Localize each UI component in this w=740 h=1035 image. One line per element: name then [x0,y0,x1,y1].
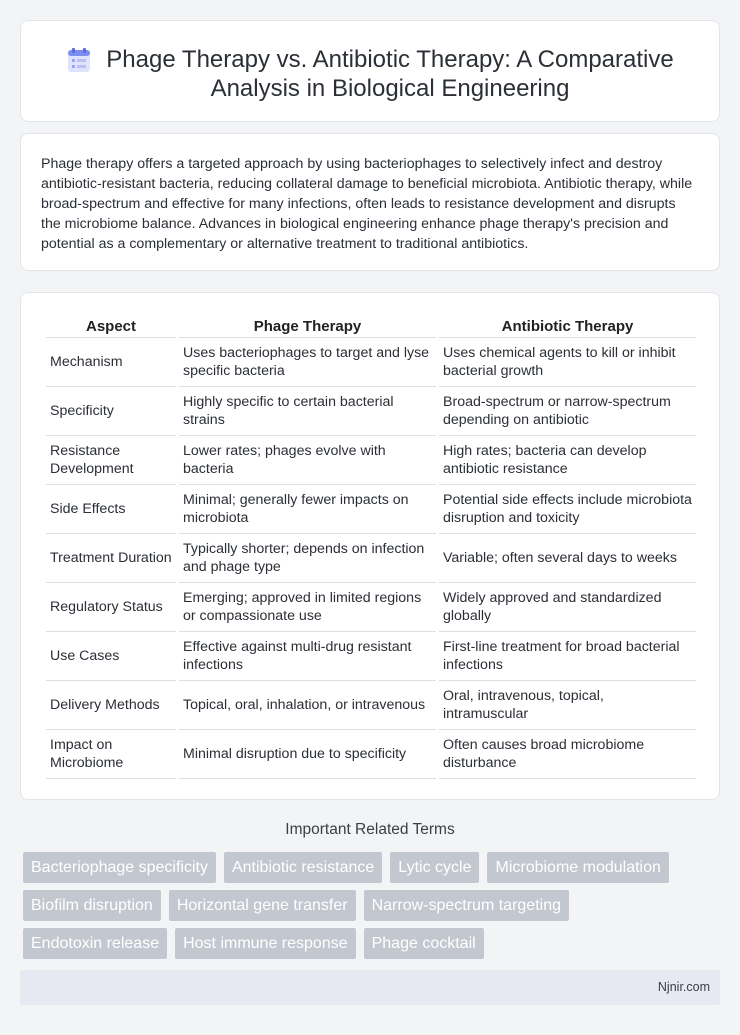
cell-aspect: Regulatory Status [46,583,176,632]
tag-microbiome-modulation[interactable]: Microbiome modulation [487,852,668,883]
tag-row [23,890,713,921]
table-header-row [46,315,696,338]
cell-antibiotic: High rates; bacteria can develop antibiotic resistance [439,436,696,485]
cell-phage: Topical, oral, inhalation, or intravenous [179,681,436,730]
tag-antibiotic-resistance[interactable]: Antibiotic resistance [224,852,382,883]
related-terms-list [23,852,713,966]
cell-antibiotic: First-line treatment for broad bacterial infections [439,632,696,681]
table-row [46,485,696,534]
cell-phage: Uses bacteriophages to target and lyse specific bacteria [179,338,436,387]
cell-phage: Highly specific to certain bacterial strains [179,387,436,436]
table-row [46,436,696,485]
tag-horizontal-gene-transfer[interactable]: Horizontal gene transfer [169,890,356,921]
cell-aspect: Delivery Methods [46,681,176,730]
cell-antibiotic: Uses chemical agents to kill or inhibit bacterial growth [439,338,696,387]
cell-phage: Typically shorter; depends on infection and phage type [179,534,436,583]
title-card [20,20,720,122]
table-row [46,730,696,779]
table-row [46,338,696,387]
cell-phage: Effective against multi-drug resistant infections [179,632,436,681]
tag-bacteriophage-specificity[interactable]: Bacteriophage specificity [23,852,216,883]
tag-phage-cocktail[interactable]: Phage cocktail [364,928,484,959]
cell-phage: Emerging; approved in limited regions or compassionate use [179,583,436,632]
cell-aspect: Treatment Duration [46,534,176,583]
cell-antibiotic: Widely approved and standardized globally [439,583,696,632]
comparison-table [43,315,699,779]
cell-antibiotic: Oral, intravenous, topical, intramuscular [439,681,696,730]
cell-aspect: Mechanism [46,338,176,387]
tag-row [23,928,713,959]
cell-aspect: Use Cases [46,632,176,681]
related-terms-heading: Important Related Terms [285,821,455,838]
footer-site-link[interactable]: Njnir.com [657,980,710,994]
header-antibiotic-therapy: Antibiotic Therapy [439,315,696,338]
page-title: Phage Therapy vs. Antibiotic Therapy: A Comparative Analysis in Biological Engineering [106,46,674,102]
footer [20,970,720,1005]
tag-endotoxin-release[interactable]: Endotoxin release [23,928,167,959]
table-row [46,681,696,730]
comparison-table-card [20,292,720,800]
tag-lytic-cycle[interactable]: Lytic cycle [390,852,479,883]
cell-phage: Lower rates; phages evolve with bacteria [179,436,436,485]
cell-aspect: Impact on Microbiome [46,730,176,779]
cell-phage: Minimal disruption due to specificity [179,730,436,779]
cell-aspect: Resistance Development [46,436,176,485]
cell-antibiotic: Often causes broad microbiome disturbance [439,730,696,779]
table-row [46,387,696,436]
table-row [46,583,696,632]
tag-row [23,852,713,883]
tag-narrow-spectrum-targeting[interactable]: Narrow-spectrum targeting [364,890,569,921]
summary-text: Phage therapy offers a targeted approach by using bacteriophages to selectively infect and destroy antibiotic-resistant bacteria, reducing collateral damage to beneficial microbiota. Antibiotic therapy, while broad-spectrum and effective for many infections, often leads to resistance development and disrupts the microbiome balance. Advances in biological engineering enhance phage therapy's precision and potential as a complementary or alternative treatment to traditional antibiotics. [41,156,693,252]
header-aspect: Aspect [46,315,176,338]
cell-antibiotic: Variable; often several days to weeks [439,534,696,583]
cell-phage: Minimal; generally fewer impacts on microbiota [179,485,436,534]
cell-aspect: Specificity [46,387,176,436]
table-row [46,632,696,681]
cell-antibiotic: Broad-spectrum or narrow-spectrum depending on antibiotic [439,387,696,436]
cell-aspect: Side Effects [46,485,176,534]
cell-antibiotic: Potential side effects include microbiota disruption and toxicity [439,485,696,534]
table-row [46,534,696,583]
summary-card [20,133,720,271]
tag-biofilm-disruption[interactable]: Biofilm disruption [23,890,161,921]
header-phage-therapy: Phage Therapy [179,315,436,338]
tag-host-immune-response[interactable]: Host immune response [175,928,356,959]
